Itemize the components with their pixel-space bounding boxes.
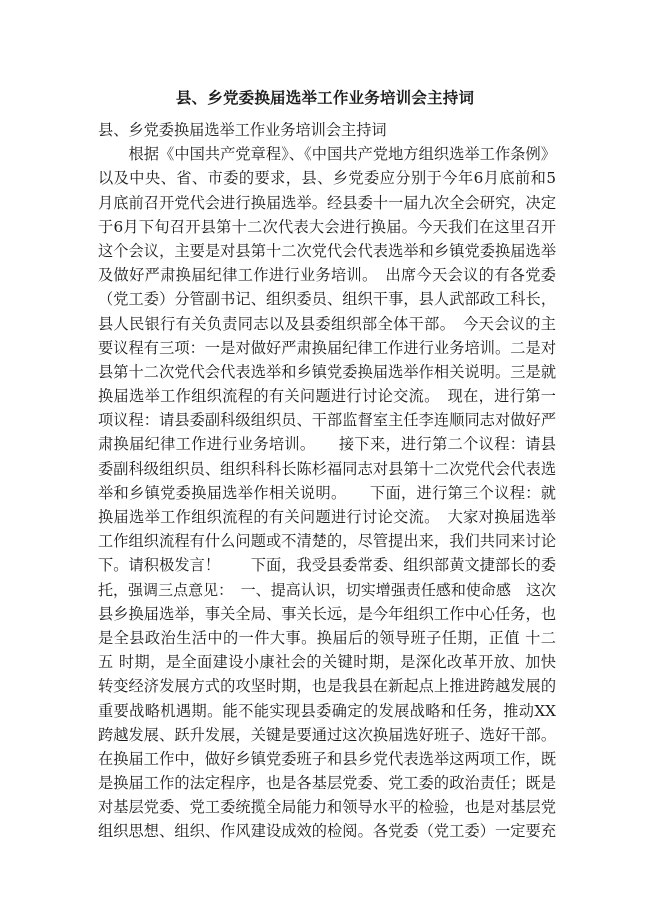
document-subtitle-line: 县、乡党委换届选举工作业务培训会主持词 (98, 121, 387, 139)
paragraph-line: （党工委）分管副书记、组织委员、组织干事，县人武部政工科长， (98, 290, 556, 309)
paragraph-line: 换届选举工作组织流程的有关问题进行讨论交流。 大家对换届选举 (98, 508, 556, 526)
paragraph-line: 是全县政治生活中的一件大事。换届后的领导班子任期，正值 十二 (98, 628, 556, 647)
paragraph-line: 是换届工作的法定程序，也是各基层党委、党工委的政治责任；既是 (98, 774, 556, 793)
paragraph-line: 下。请积极发言！ 下面，我受县委常委、组织部黄文捷部长的委 (98, 556, 556, 575)
document-title: 县、乡党委换届选举工作业务培训会主持词 (175, 89, 475, 107)
paragraph-line: 五 时期，是全面建设小康社会的关键时期，是深化改革开放、加快 (98, 653, 556, 672)
paragraph-line: 根据《中国共产党章程》、《中国共产党地方组织选举工作条例》 (98, 145, 556, 164)
paragraph-line: 及做好严肃换届纪律工作进行业务培训。 出席今天会议的有各党委 (98, 266, 556, 285)
paragraph-line: 于6月下旬召开县第十二次代表大会进行换届。今天我们在这里召开 (98, 217, 556, 236)
paragraph-line: 工作组织流程有什么问题或不清楚的，尽管提出来，我们共同来讨论 (98, 532, 556, 551)
paragraph-line: 转变经济发展方式的攻坚时期，也是我县在新起点上推进跨越发展的 (98, 677, 556, 696)
paragraph-line: 这个会议，主要是对县第十二次党代会代表选举和乡镇党委换届选举 (98, 241, 556, 260)
paragraph-line: 县乡换届选举，事关全局、事关长远，是今年组织工作中心任务，也 (98, 604, 556, 623)
paragraph-line: 委副科级组织员、组织科科长陈杉福同志对县第十二次党代会代表选 (98, 459, 556, 478)
paragraph-line: 跨越发展、跃升发展，关键是要通过这次换届选好班子、选好干部。 (98, 725, 556, 744)
paragraph-line: 举和乡镇党委换届选举作相关说明。 下面，进行第三个议程：就 (98, 483, 556, 502)
paragraph-line: 换届选举工作组织流程的有关问题进行讨论交流。 现在，进行第一 (98, 387, 556, 406)
paragraph-line: 托，强调三点意见： 一、提高认识，切实增强责任感和使命感 这次 (98, 580, 556, 599)
paragraph-line: 月底前召开党代会进行换届选举。经县委十一届九次全会研究，决定 (98, 193, 556, 212)
document-body (98, 118, 556, 844)
paragraph-line: 肃换届纪律工作进行业务培训。 接下来，进行第二个议程：请县 (98, 435, 556, 454)
paragraph-line: 县第十二次党代会代表选举和乡镇党委换届选举作相关说明。三是就 (98, 362, 556, 381)
paragraph-line: 县人民银行有关负责同志以及县委组织部全体干部。 今天会议的主 (98, 314, 556, 333)
paragraph-line: 在换届工作中，做好乡镇党委班子和县乡党代表选举这两项工作，既 (98, 749, 556, 768)
paragraph-line: 以及中央、省、市委的要求，县、乡党委应分别于今年6月底前和5 (98, 169, 556, 188)
paragraph-line: 对基层党委、党工委统揽全局能力和领导水平的检验，也是对基层党 (98, 798, 556, 817)
paragraph-line: 要议程有三项：一是对做好严肃换届纪律工作进行业务培训。二是对 (98, 338, 556, 357)
paragraph-line: 重要战略机遇期。能不能实现县委确定的发展战略和任务，推动XX (98, 701, 556, 720)
paragraph-line: 项议程：请县委副科级组织员、干部监督室主任李连顺同志对做好严 (98, 411, 556, 430)
paragraph-line: 组织思想、组织、作风建设成效的检阅。各党委（党工委）一定要充 (98, 822, 556, 841)
